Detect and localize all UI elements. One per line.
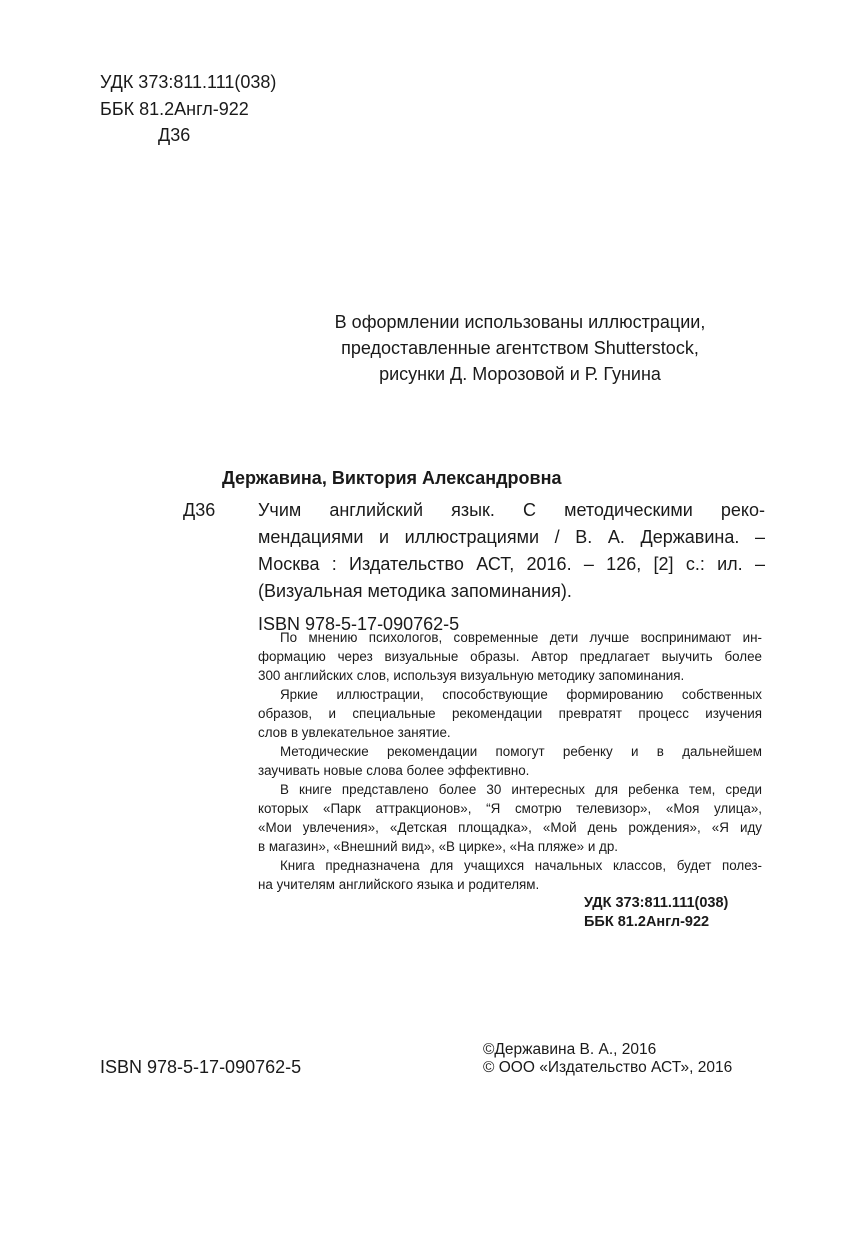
abstract-line: слов в увлекательное занятие. — [258, 725, 451, 740]
author-mark: Д36 — [158, 125, 191, 145]
description-line: Учим английский язык. С методическими реко- — [258, 500, 765, 520]
record-udk: УДК 373:811.111(038) — [584, 895, 729, 911]
credits-line: рисунки Д. Морозовой и Р. Гунина — [379, 364, 661, 384]
copyright-author: ©Державина В. А., 2016 — [483, 1041, 657, 1058]
credits-line: предоставленные агентством Shutterstock, — [341, 338, 699, 358]
abstract-line: По мнению психологов, современные дети лучше воспринимают ин- — [280, 630, 762, 645]
abstract-line: Яркие иллюстрации, способствующие формированию собственных — [280, 687, 762, 702]
credits-line: В оформлении использованы иллюстрации, — [334, 312, 706, 332]
abstract-line: на учителям английского языка и родителям. — [258, 877, 540, 892]
abstract-line: заучивать новые слова более эффективно. — [258, 763, 530, 778]
abstract-line: Методические рекомендации помогут ребенку и в дальнейшем — [280, 744, 762, 759]
copyright-publisher: © ООО «Издательство АСТ», 2016 — [483, 1059, 733, 1076]
abstract-line: «Мои увлечения», «Детская площадка», «Мой день рождения», «Я иду — [258, 820, 762, 835]
abstract-line: В книге представлено более 30 интересных для ребенка тем, среди — [280, 782, 762, 797]
abstract-line: 300 английских слов, используя визуальную методику запоминания. — [258, 668, 685, 683]
udk-code: УДК 373:811.111(038) — [100, 72, 277, 92]
abstract-line: которых «Парк аттракционов», “Я смотрю телевизор», «Моя улица», — [258, 801, 762, 816]
abstract-line: в магазин», «Внешний вид», «В цирке», «На пляже» и др. — [258, 839, 619, 854]
description-line: Москва : Издательство АСТ, 2016. – 126, [2] с.: ил. – — [258, 554, 765, 574]
bbk-code: ББК 81.2Англ-922 — [100, 99, 249, 119]
description-line: мендациями и иллюстрациями / В. А. Державина. – — [258, 527, 765, 547]
footer-isbn: ISBN 978-5-17-090762-5 — [100, 1057, 302, 1077]
description-line: (Визуальная методика запоминания). — [258, 581, 572, 601]
record-isbn: ISBN 978-5-17-090762-5 — [258, 614, 460, 634]
record-author: Державина, Виктория Александровна — [222, 468, 562, 488]
abstract-line: формацию через визуальные образы. Автор предлагает выучить более — [258, 649, 762, 664]
record-bbk: ББК 81.2Англ-922 — [584, 914, 710, 930]
abstract-line: Книга предназначена для учащихся начальных классов, будет полез- — [280, 858, 762, 873]
record-author-mark: Д36 — [183, 500, 216, 520]
abstract-line: образов, и специальные рекомендации превратят процесс изучения — [258, 706, 762, 721]
